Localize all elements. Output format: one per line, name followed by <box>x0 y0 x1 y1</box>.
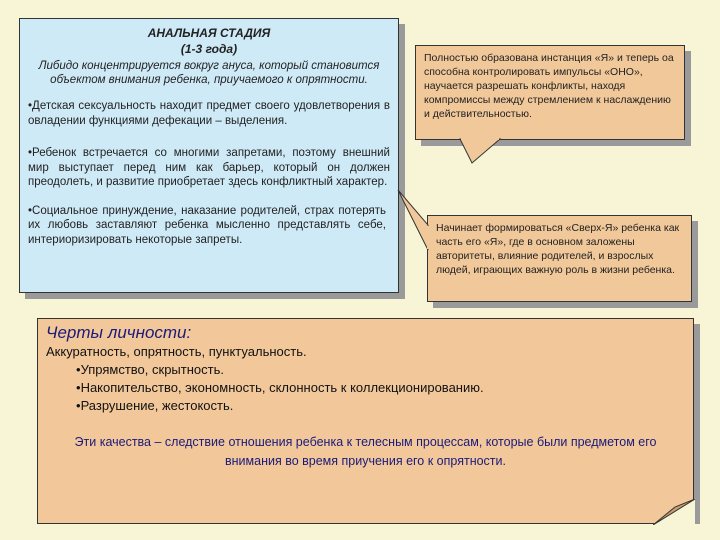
traits-conclusion: Эти качества – следствие отношения ребенка к телесным процессам, которые были предметом его внимания во время приучения его к опрятности. <box>74 435 657 468</box>
trait-item <box>46 397 685 415</box>
bullet-mark: • <box>28 204 33 217</box>
ego-callout: Полностью образована инстанция «Я» и теперь оа способна контролировать импульсы «ОНО», научается разрешать конфликты, находя компромиссы между стремлением к наслаждению и действительностью. <box>415 45 685 140</box>
bullet-text: Социальное принуждение, наказание родителей, страх потерять их любовь заставляют ребенка мысленно представлять себе, интериоризировать некоторые запреты. <box>28 204 386 246</box>
bullet-text: Детская сексуальность находит предмет своего удовлетворения в овладении функциями дефекации – выделения. <box>28 100 390 127</box>
traits-heading: Черты личности: <box>46 323 192 342</box>
stage-bullet <box>28 99 390 128</box>
trait-text: Упрямство, скрытность. <box>80 362 224 377</box>
stage-bullet <box>28 146 390 190</box>
traits-first: Аккуратность, опрятность, пунктуальность. <box>46 344 307 359</box>
anal-stage-panel <box>19 18 399 293</box>
trait-item <box>46 379 685 397</box>
trait-text: Разрушение, жестокость. <box>80 398 234 413</box>
bullet-mark: • <box>76 362 81 377</box>
personality-traits-panel <box>37 318 694 524</box>
bullet-mark: • <box>28 147 33 159</box>
page-fold-corner <box>653 499 695 525</box>
bullet-mark: • <box>28 100 33 112</box>
bullet-mark: • <box>76 398 81 413</box>
bullet-mark: • <box>76 380 81 395</box>
trait-text: Накопительство, экономность, склонность к коллекционированию. <box>80 380 484 395</box>
trait-item <box>46 361 685 379</box>
superego-callout: Начинает формироваться «Сверх-Я» ребенка как часть его «Я», где в основном заложены авторитеты, влияние родителей, и взрослых людей, играющих важную роль в жизни ребенка. <box>427 215 692 302</box>
stage-age: (1-3 года) <box>180 42 238 56</box>
stage-bullet <box>28 204 390 248</box>
stage-title: АНАЛЬНАЯ СТАДИЯ <box>147 26 271 40</box>
stage-intro: Либидо концентрируется вокруг ануса, который становится объектом внимания ребенка, приучаемого к опрятности. <box>38 60 380 86</box>
bullet-text: Ребенок встречается со многими запретами, поэтому внешний мир выступает перед ним как барьер, который он должен преодолеть, и развитие приобретает здесь конфликтный характер. <box>28 147 390 188</box>
